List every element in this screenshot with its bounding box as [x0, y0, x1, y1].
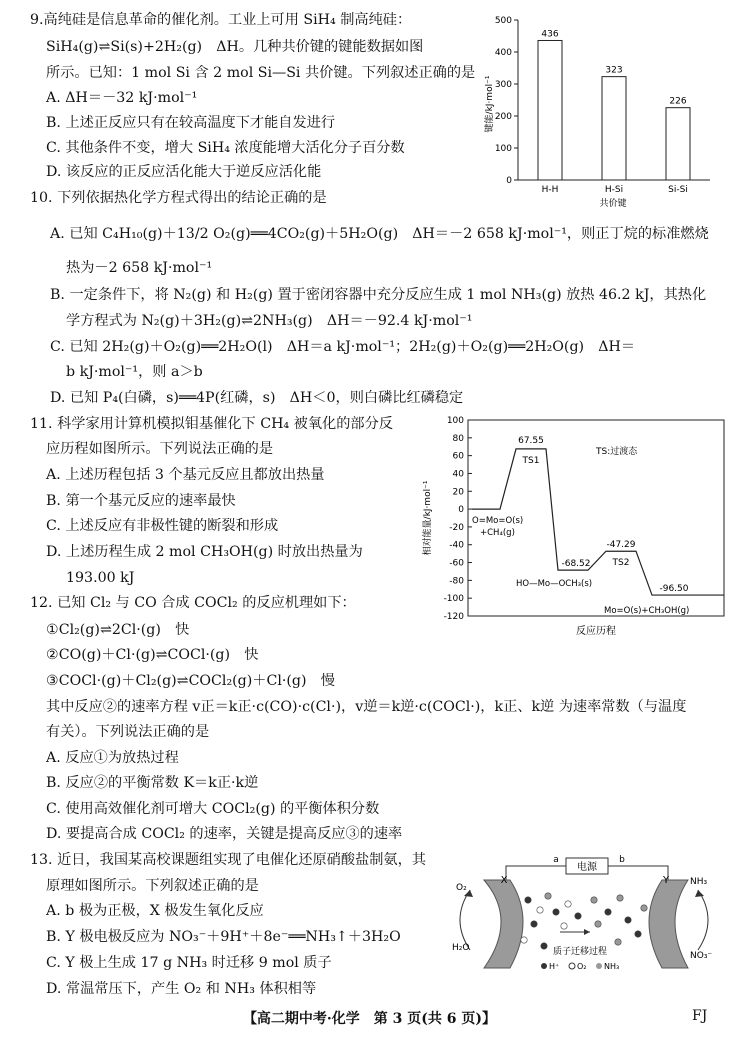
q11-line2: 应历程如图所示。下列说法正确的是	[46, 441, 274, 457]
q13-option-a: A. b 极为正极，X 极发生氧化反应	[46, 903, 264, 919]
bar-ytick-label: 200	[494, 112, 512, 122]
bar-ytick-label: 300	[494, 80, 512, 90]
bar-si-si	[666, 108, 690, 180]
q11-option-d-1: D. 上述历程生成 2 mol CH₃OH(g) 时放出热量为	[46, 544, 363, 560]
q9-line1: 9.高纯硅是信息革命的催化剂。工业上可用 SiH₄ 制高纯硅：	[30, 12, 412, 28]
right-arrow	[698, 890, 708, 950]
legend-o2: O₂	[577, 962, 587, 971]
energy-ytick-label: -60	[449, 558, 464, 569]
q12-option-b: B. 反应②的平衡常数 K＝k正·k逆	[46, 775, 259, 791]
particle	[553, 909, 559, 915]
terminal-b-label: b	[619, 855, 625, 865]
electrocatalysis-diagram	[448, 850, 724, 980]
particle	[525, 897, 531, 903]
left-arrow	[460, 890, 470, 950]
energy-ylabel: 相对能量/kJ·mol⁻¹	[423, 480, 433, 556]
product-energy-label: -96.50	[659, 584, 689, 595]
electrode-y	[649, 880, 688, 968]
q9-option-a: A. ΔH＝－32 kJ·mol⁻¹	[46, 90, 198, 106]
footer-code: FJ	[692, 1008, 708, 1024]
particle	[531, 921, 537, 927]
legend-o2-dot	[569, 963, 575, 969]
h2o-label: H₂O	[452, 943, 470, 953]
energy-ytick-label: -40	[449, 540, 464, 551]
migration-arrow-head	[584, 929, 590, 935]
q12-option-c: C. 使用高效催化剂可增大 COCl₂(g) 的平衡体积分数	[46, 801, 380, 817]
particle	[595, 921, 601, 927]
right-arrow-head	[695, 890, 704, 897]
energy-xlabel: 反应历程	[576, 626, 616, 637]
q13-line2: 原理如图所示。下列叙述正确的是	[46, 878, 259, 894]
bar-category-label: Si-Si	[668, 185, 688, 195]
particle	[617, 895, 623, 901]
particle	[591, 897, 597, 903]
int-energy-label: -68.52	[561, 559, 591, 570]
q13-option-d: D. 常温常压下，产生 O₂ 和 NH₃ 体积相等	[46, 981, 317, 997]
particle	[615, 939, 621, 945]
no3-label: NO₃⁻	[690, 951, 713, 961]
q12-line1: 12. 已知 Cl₂ 与 CO 合成 COCl₂ 的反应机理如下：	[30, 595, 356, 611]
particle	[575, 913, 581, 919]
q12-mechanism-2: ②CO(g)＋Cl·(g)⇌COCl·(g) 快	[46, 647, 259, 663]
q12-line6: 有关）。下列说法正确的是	[46, 724, 210, 740]
ts2-energy-label: -47.29	[606, 540, 636, 551]
particle	[521, 937, 527, 943]
energy-ytick-label: 80	[452, 433, 464, 444]
ts1-energy-label: 67.55	[518, 435, 544, 446]
particle	[565, 901, 571, 907]
q9-option-d: D. 该反应的正反应活化能大于逆反应活化能	[46, 164, 322, 180]
intermediate-label: HO—Mo—OCH₃(s)	[516, 579, 593, 590]
electrode-x-label: X	[500, 875, 508, 886]
bar-value-label: 323	[605, 65, 623, 76]
q10-option-a-1: A. 已知 C₄H₁₀(g)＋13/2 O₂(g)══4CO₂(g)＋5H₂O(g) ΔH＝－2 658 kJ·mol⁻¹，则正丁烷的标准燃烧	[50, 226, 709, 242]
energy-ytick-label: -20	[449, 522, 464, 533]
energy-ytick-label: 60	[452, 451, 464, 462]
bar-value-label: 226	[669, 96, 687, 107]
energy-ytick-label: 40	[452, 469, 464, 480]
q11-line1: 11. 科学家用计算机模拟钼基催化下 CH₄ 被氧化的部分反	[30, 416, 393, 432]
nh3-label: NH₃	[690, 877, 708, 887]
energy-ytick-label: -80	[449, 576, 464, 587]
product-label: Mo=O(s)+CH₃OH(g)	[604, 606, 690, 617]
q9-option-c: C. 其他条件不变，增大 SiH₄ 浓度能增大活化分子百分数	[46, 140, 405, 156]
electrode-y-label: Y	[662, 875, 670, 886]
particle	[605, 909, 611, 915]
q9-line3: 所示。已知：1 mol Si 含 2 mol Si—Si 共价键。下列叙述正确的是	[46, 65, 476, 81]
legend-nh3: NH₃	[604, 962, 620, 971]
particle	[635, 931, 641, 937]
energy-ytick-label: 0	[458, 505, 464, 516]
power-supply-label: 电源	[577, 862, 597, 873]
bar-value-label: 436	[541, 29, 559, 40]
bar-ytick-label: 0	[506, 176, 512, 186]
terminal-a-label: a	[553, 855, 559, 865]
legend-h: H⁺	[549, 962, 560, 971]
particle	[641, 905, 647, 911]
q10-option-a-2: 热为－2 658 kJ·mol⁻¹	[66, 260, 213, 276]
q13-option-c: C. Y 极上生成 17 g NH₃ 时迁移 9 mol 质子	[46, 955, 332, 971]
q12-option-a: A. 反应①为放热过程	[46, 750, 179, 766]
bar-ytick-label: 400	[494, 48, 512, 58]
q12-mechanism-3: ③COCl·(g)＋Cl₂(g)⇌COCl₂(g)＋Cl·(g) 慢	[46, 673, 335, 689]
q9-line2: SiH₄(g)⇌Si(s)+2H₂(g) ΔH。几种共价键的键能数据如图	[46, 39, 424, 55]
reactant-label-2: +CH₄(g)	[480, 528, 515, 539]
q10-option-d: D. 已知 P₄(白磷，s)══4P(红磷，s) ΔH＜0，则白磷比红磷稳定	[50, 390, 464, 406]
page-footer: 【高二期中考·化学 第 3 页(共 6 页)】	[242, 1011, 497, 1027]
particle	[625, 917, 631, 923]
q12-option-d: D. 要提高合成 COCl₂ 的速率，关键是提高反应③的速率	[46, 826, 403, 842]
particle	[561, 923, 567, 929]
q13-option-b: B. Y 极电极反应为 NO₃⁻＋9H⁺＋8e⁻══NH₃↑＋3H₂O	[46, 929, 401, 945]
energy-ytick-label: -120	[443, 612, 464, 622]
reactant-label-1: O=Mo=O(s)	[472, 516, 524, 527]
bar-ytick-label: 500	[494, 16, 512, 26]
ts2-label: TS2	[612, 558, 630, 569]
o2-label: O₂	[456, 883, 467, 893]
energy-profile-chart	[418, 412, 734, 642]
energy-ytick-label: -100	[443, 594, 464, 605]
q11-option-d-2: 193.00 kJ	[66, 570, 135, 586]
q10-option-c-1: C. 已知 2H₂(g)＋O₂(g)══2H₂O(l) ΔH＝a kJ·mol⁻¹；2H₂(g)＋O₂(g)══2H₂O(g) ΔH＝	[50, 339, 636, 355]
bar-category-label: H-Si	[604, 185, 624, 195]
bar-h-si	[602, 77, 626, 180]
energy-ytick-label: 20	[452, 487, 464, 498]
bar-h-h	[538, 40, 562, 180]
bar-xlabel: 共价键	[599, 199, 627, 208]
bar-ytick-label: 100	[494, 144, 512, 154]
ts-legend-label: TS:过渡态	[596, 446, 638, 457]
ts1-label: TS1	[522, 455, 540, 466]
particle	[541, 943, 547, 949]
particle	[537, 907, 543, 913]
q11-option-c: C. 上述反应有非极性键的断裂和形成	[46, 518, 279, 534]
particle	[545, 893, 551, 899]
q12-mechanism-1: ①Cl₂(g)⇌2Cl·(g) 快	[46, 622, 190, 638]
q9-option-b: B. 上述正反应只有在较高温度下才能自发进行	[46, 115, 336, 131]
bond-energy-bar-chart	[478, 8, 728, 208]
legend-nh3-dot	[596, 963, 602, 969]
electrode-x	[484, 880, 523, 968]
q10-line1: 10. 下列依据热化学方程式得出的结论正确的是	[30, 190, 327, 206]
energy-ytick-label: 100	[446, 416, 464, 426]
legend-h-dot	[541, 963, 547, 969]
migration-label: 质子迁移过程	[552, 947, 608, 957]
q12-line5: 其中反应②的速率方程 v正＝k正·c(CO)·c(Cl·)，v逆＝k逆·c(COCl·)，k正、k逆 为速率常数（与温度	[46, 699, 687, 715]
q10-option-c-2: b kJ·mol⁻¹，则 a＞b	[66, 364, 203, 380]
q11-option-a: A. 上述历程包括 3 个基元反应且都放出热量	[46, 467, 325, 483]
bar-category-label: H-H	[541, 185, 559, 195]
q10-option-b-1: B. 一定条件下，将 N₂(g) 和 H₂(g) 置于密闭容器中充分反应生成 1 mol NH₃(g) 放热 46.2 kJ，其热化	[50, 287, 707, 303]
q10-option-b-2: 学方程式为 N₂(g)＋3H₂(g)⇌2NH₃(g) ΔH＝－92.4 kJ·mol⁻¹	[66, 313, 473, 329]
q11-option-b: B. 第一个基元反应的速率最快	[46, 493, 236, 509]
bar-ylabel: 键能/kJ·mol⁻¹	[485, 75, 495, 133]
q13-line1: 13. 近日，我国某高校课题组实现了电催化还原硝酸盐制氨，其	[30, 852, 426, 868]
